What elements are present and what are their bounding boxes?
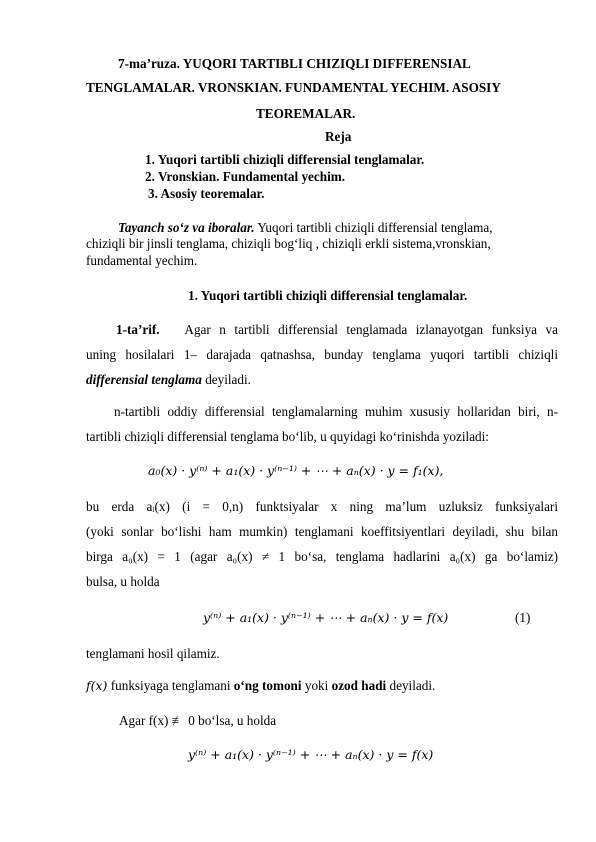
para3-line-3: birga a₀(x) = 1 (agar a₀(x) ≠ 1 bo‘sa, tenglama hadlarini a₀(x) ga bo‘lamiz) <box>86 549 558 564</box>
para3-line-4: bulsa, u holda <box>86 574 160 589</box>
definition-term: differensial tenglama <box>86 372 202 387</box>
keywords-text-1: Yuqori tartibli chiziqli differensial tenglama, <box>254 220 493 235</box>
para3-line-2: (yoki sonlar bo‘lishi ham mumkin) tenglamani koeffitsiyentlari deyiladi, shu bilan <box>86 524 558 539</box>
keywords-line-2: chiziqli bir jinsli tenglama, chiziqli bog‘liq , chiziqli erkli sistema,vronskian, <box>86 236 491 251</box>
title-line-1: 7-ma’ruza. YUQORI TARTIBLI CHIZIQLI DIFFERENSIAL <box>118 56 471 71</box>
plan-item-3: 3. Asosiy teoremalar. <box>148 186 265 201</box>
equation-2: y⁽ⁿ⁾ + a₁(x) · y⁽ⁿ⁻¹⁾ + ⋯ + aₙ(x) · y = f(x) <box>188 747 434 762</box>
keywords-line-1 <box>118 220 493 236</box>
para5-line-1 <box>86 678 435 694</box>
plan-heading: Reja <box>325 129 352 144</box>
definition-text-1: Agar n tartibli differensial tenglamada izlanayotgan funksiya va <box>184 322 559 337</box>
para5-text-1: funksiyaga tenglamani <box>107 678 234 693</box>
right-side-term: o‘ng tomoni <box>233 678 302 693</box>
title-line-2: TENGLAMALAR. VRONSKIAN. FUNDAMENTAL YECHIM. ASOSIY <box>86 80 501 95</box>
free-term: ozod hadi <box>331 678 387 693</box>
fx-symbol: f(x) <box>86 678 108 693</box>
para3-line-1: bu erda aᵢ(x) (i = 0,n) funktsiyalar x ning ma’lum uzluksiz funksiyalari <box>86 499 558 514</box>
para6-line-1: Agar f(x) ≢ 0 bo‘lsa, u holda <box>119 713 277 728</box>
para4-line-1: tenglamani hosil qilamiz. <box>86 646 220 661</box>
plan-item-1: 1. Yuqori tartibli chiziqli differensial tenglamalar. <box>145 152 425 167</box>
title-line-3: TEOREMALAR. <box>256 106 356 121</box>
section-1-heading: 1. Yuqori tartibli chiziqli differensial tenglamalar. <box>188 288 468 303</box>
plan-item-2: 2. Vronskian. Fundamental yechim. <box>145 169 346 184</box>
keywords-line-3: fundamental yechim. <box>86 253 198 268</box>
equation-1: y⁽ⁿ⁾ + a₁(x) · y⁽ⁿ⁻¹⁾ + ⋯ + aₙ(x) · y = f(x) <box>203 610 449 625</box>
para2-line-2: tartibli chiziqli differensial tenglama bo‘lib, u quyidagi ko‘rinishda yoziladi: <box>86 429 489 444</box>
keywords-label: Tayanch so‘z va iboralar. <box>118 220 255 235</box>
para2-line-1: n-tartibli oddiy differensial tenglamalarning muhim xususiy hollaridan biri, n- <box>114 404 558 419</box>
definition-line-3 <box>86 372 251 388</box>
equation-general: a₀(x) · y⁽ⁿ⁾ + a₁(x) · y⁽ⁿ⁻¹⁾ + ⋯ + aₙ(x) · y = f₁(x), <box>148 463 444 478</box>
para5-text-3: deyiladi. <box>386 678 436 693</box>
definition-line-1 <box>116 322 558 338</box>
equation-1-number: (1) <box>515 610 531 625</box>
para5-text-2: yoki <box>301 678 332 693</box>
definition-text-3: deyiladi. <box>201 372 251 387</box>
definition-label: 1-ta’rif. <box>116 322 160 337</box>
definition-line-2: uning hosilalari 1– darajada qatnashsa, bunday tenglama yuqori tartibli chiziqli <box>86 347 558 362</box>
